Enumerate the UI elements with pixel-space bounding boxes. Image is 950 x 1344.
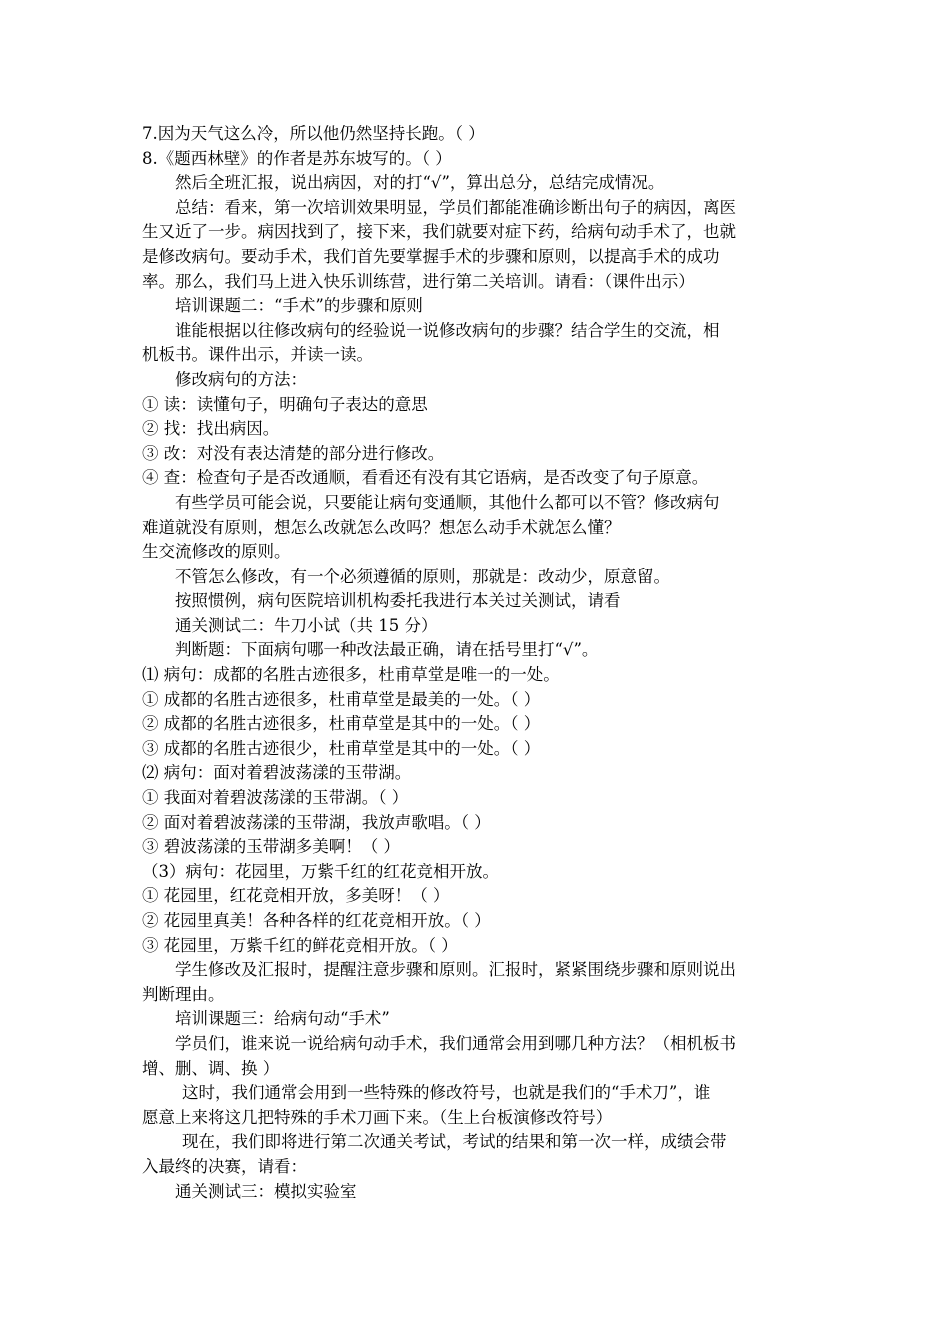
text-line: 培训课题二：“手术”的步骤和原则: [175, 296, 423, 316]
text-line: 机板书。课件出示，并读一读。: [142, 345, 373, 365]
text-line: 总结：看来，第一次培训效果明显，学员们都能准确诊断出句子的病因，离医: [175, 197, 736, 217]
text-line: 学员们，谁来说一说给病句动手术，我们通常会用到哪几种方法？（相机板书: [175, 1033, 736, 1053]
text-line: ③ 碧波荡漾的玉带湖多美啊！（ ）: [142, 837, 400, 857]
text-line: 率。那么，我们马上进入快乐训练营，进行第二关培训。请看：（课件出示）: [142, 271, 695, 291]
text-line: 8.《题西林壁》的作者是苏东坡写的。（ ）: [142, 148, 452, 168]
text-line: ③ 成都的名胜古迹很少，杜甫草堂是其中的一处。（ ）: [142, 738, 541, 758]
text-line: 谁能根据以往修改病句的经验说一说修改病句的步骤？结合学生的交流，相: [175, 320, 720, 340]
text-line: ① 我面对着碧波荡漾的玉带湖。（ ）: [142, 788, 409, 808]
text-line: 有些学员可能会说，只要能让病句变通顺，其他什么都可以不管？修改病句: [175, 492, 720, 512]
text-line: 判断题：下面病句哪一种改法最正确，请在括号里打“√”。: [175, 640, 599, 660]
text-line: 是修改病句。要动手术，我们首先要掌握手术的步骤和原则，以提高手术的成功: [142, 246, 720, 266]
text-line: ③ 改：对没有表达清楚的部分进行修改。: [142, 443, 445, 463]
document-body: [142, 122, 810, 1204]
text-line: 通关测试三：模拟实验室: [175, 1181, 357, 1201]
text-line: ⑴ 病句：成都的名胜古迹很多，杜甫草堂是唯一的一处。: [142, 665, 560, 685]
text-line: ① 成都的名胜古迹很多，杜甫草堂是最美的一处。（ ）: [142, 689, 541, 709]
text-line: （3）病句：花园里，万紫千红的红花竞相开放。: [142, 861, 499, 881]
text-line: 现在，我们即将进行第二次通关考试，考试的结果和第一次一样，成绩会带: [182, 1132, 727, 1152]
text-line: 然后全班汇报，说出病因，对的打“√”，算出总分，总结完成情况。: [175, 173, 665, 193]
text-line: ③ 花园里，万紫千红的鲜花竞相开放。（ ）: [142, 935, 458, 955]
text-line: ① 读：读懂句子，明确句子表达的意思: [142, 394, 428, 414]
text-line: 7.因为天气这么冷，所以他仍然坚持长跑。（ ）: [142, 124, 485, 143]
text-line: ② 花园里真美！各种各样的红花竞相开放。（ ）: [142, 911, 491, 930]
text-line: 入最终的决赛，请看：: [142, 1156, 307, 1176]
text-line: ② 找：找出病因。: [142, 419, 280, 439]
text-line: 修改病句的方法：: [175, 369, 307, 389]
text-line: 增、删、调、换 ）: [142, 1058, 280, 1078]
text-line: ② 面对着碧波荡漾的玉带湖，我放声歌唱。（ ）: [142, 812, 491, 832]
text-line: ④ 查：检查句子是否改通顺，看看还有没有其它语病，是否改变了句子原意。: [142, 468, 709, 488]
text-line: 生交流修改的原则。: [142, 542, 291, 562]
text-line: 生又近了一步。病因找到了，接下来，我们就要对症下药，给病句动手术了，也就: [142, 222, 736, 242]
text-line: 不管怎么修改，有一个必须遵循的原则，那就是：改动少，原意留。: [175, 566, 670, 586]
text-line: 愿意上来将这几把特殊的手术刀画下来。（生上台板演修改符号）: [142, 1107, 613, 1127]
text-line: ⑵ 病句：面对着碧波荡漾的玉带湖。: [142, 763, 412, 783]
text-line: 通关测试二：牛刀小试（共 15 分）: [175, 615, 438, 635]
text-line: ① 花园里，红花竞相开放，多美呀！（ ）: [142, 886, 450, 906]
text-line: 培训课题三：给病句动“手术”: [175, 1009, 390, 1029]
text-line: 难道就没有原则，想怎么改就怎么改吗？想怎么动手术就怎么懂？: [142, 517, 621, 537]
text-line: 学生修改及汇报时，提醒注意步骤和原则。汇报时，紧紧围绕步骤和原则说出: [175, 960, 736, 980]
text-line: 这时，我们通常会用到一些特殊的修改符号，也就是我们的“手术刀”，谁: [182, 1083, 711, 1103]
text-line: ② 成都的名胜古迹很多，杜甫草堂是其中的一处。（ ）: [142, 714, 541, 734]
text-line: 判断理由。: [142, 984, 225, 1004]
text-line: 按照惯例，病句医院培训机构委托我进行本关过关测试，请看: [175, 591, 621, 611]
